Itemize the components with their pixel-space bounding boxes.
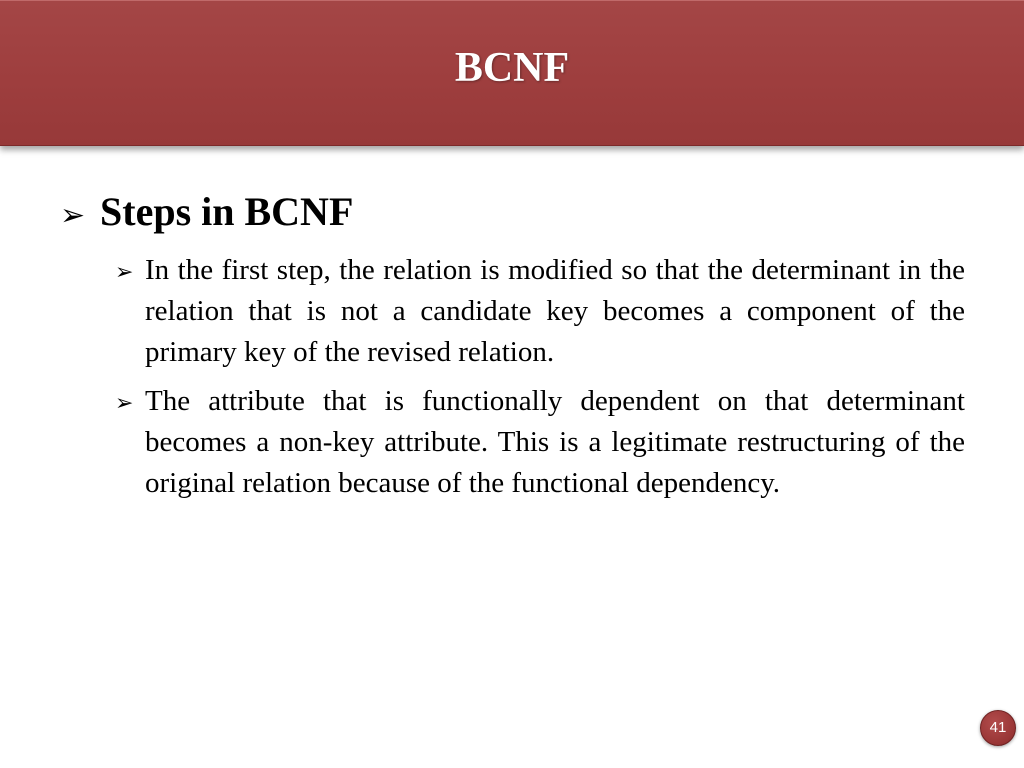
slide-content [60, 188, 965, 512]
sub-bullet-list [115, 250, 965, 504]
arrow-bullet-icon: ➢ [60, 199, 86, 232]
bullet-text: The attribute that is functionally dependent on that determinant becomes a non-key attribute. This is a legitimate restructuring of the original relation because of the functional dependency. [145, 385, 965, 499]
title-bar [0, 0, 1024, 146]
section-heading: Steps in BCNF [100, 189, 354, 234]
list-item [115, 381, 965, 504]
page-number-badge: 41 [980, 710, 1016, 746]
arrow-bullet-icon: ➢ [115, 390, 134, 415]
heading-bullet [60, 188, 965, 236]
bullet-text: In the first step, the relation is modified so that the determinant in the relation that is not a candidate key becomes a component of the primary key of the revised relation. [145, 254, 965, 368]
slide-title: BCNF [454, 45, 570, 91]
list-item [115, 250, 965, 373]
arrow-bullet-icon: ➢ [115, 259, 134, 284]
